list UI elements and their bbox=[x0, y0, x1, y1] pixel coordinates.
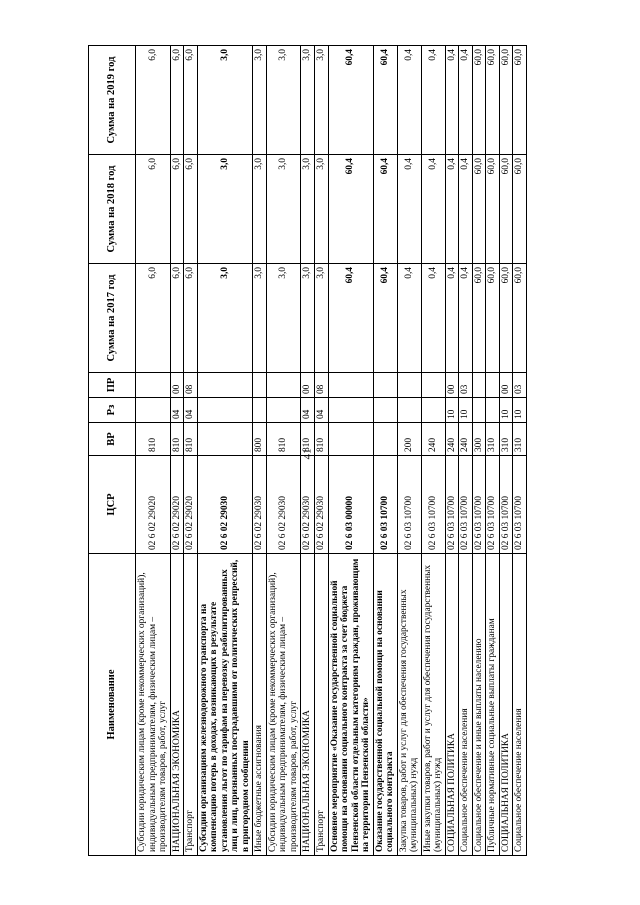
cell-sum-2017: 6,0 bbox=[170, 264, 184, 373]
cell-csr: 02 6 03 10700 bbox=[421, 456, 445, 554]
cell-pr bbox=[397, 373, 421, 398]
cell-sum-2018: 60,0 bbox=[513, 155, 527, 264]
cell-pr bbox=[266, 373, 301, 398]
cell-vr: 200 bbox=[397, 423, 421, 456]
cell-rz bbox=[266, 398, 301, 423]
cell-vr: 310 bbox=[486, 423, 500, 456]
cell-rz bbox=[328, 398, 373, 423]
cell-pr: 00 bbox=[499, 373, 513, 398]
cell-name: Социальное обеспечение населения bbox=[513, 554, 527, 856]
cell-rz: 04 bbox=[314, 398, 328, 423]
cell-vr bbox=[328, 423, 373, 456]
table-row bbox=[197, 46, 253, 856]
cell-csr: 02 6 03 10700 bbox=[445, 456, 459, 554]
cell-sum-2017: 60,4 bbox=[328, 264, 373, 373]
cell-csr: 02 6 02 29030 bbox=[197, 456, 253, 554]
cell-sum-2018: 0,4 bbox=[421, 155, 445, 264]
cell-vr bbox=[197, 423, 253, 456]
cell-csr: 02 6 02 29020 bbox=[184, 456, 198, 554]
table-body bbox=[136, 46, 527, 856]
cell-sum-2019: 0,4 bbox=[421, 46, 445, 155]
cell-rz: 10 bbox=[459, 398, 473, 423]
cell-csr: 02 6 03 10700 bbox=[459, 456, 473, 554]
header-sum-2017: Сумма на 2017 год bbox=[89, 264, 136, 373]
cell-vr: 310 bbox=[513, 423, 527, 456]
cell-csr: 02 6 03 00000 bbox=[328, 456, 373, 554]
table-row bbox=[266, 46, 301, 856]
cell-sum-2019: 3,0 bbox=[253, 46, 267, 155]
cell-name: Транспорт bbox=[314, 554, 328, 856]
cell-sum-2018: 3,0 bbox=[266, 155, 301, 264]
cell-csr: 02 6 02 29030 bbox=[314, 456, 328, 554]
cell-vr: 240 bbox=[445, 423, 459, 456]
page-number: 41 bbox=[301, 448, 314, 460]
cell-sum-2018: 3,0 bbox=[197, 155, 253, 264]
cell-name: Субсидии юридическим лицам (кроме некоммерческих организаций), индивидуальным предпринимателям, физическим лицам – производителям товаров, работ, услуг bbox=[136, 554, 171, 856]
table-row bbox=[136, 46, 171, 856]
cell-sum-2017: 60,0 bbox=[513, 264, 527, 373]
table-row bbox=[459, 46, 473, 856]
cell-sum-2018: 60,0 bbox=[486, 155, 500, 264]
cell-name: Социальное обеспечение и иные выплаты населению bbox=[472, 554, 486, 856]
cell-sum-2019: 3,0 bbox=[301, 46, 315, 155]
header-name: Наименование bbox=[89, 554, 136, 856]
table-row bbox=[445, 46, 459, 856]
cell-sum-2019: 6,0 bbox=[136, 46, 171, 155]
cell-sum-2019: 3,0 bbox=[314, 46, 328, 155]
cell-pr: 00 bbox=[301, 373, 315, 398]
cell-csr: 02 6 03 10700 bbox=[486, 456, 500, 554]
cell-pr: 08 bbox=[314, 373, 328, 398]
cell-sum-2019: 60,0 bbox=[472, 46, 486, 155]
cell-name: Иные закупки товаров, работ и услуг для обеспечения государственных (муниципальных) нужд bbox=[421, 554, 445, 856]
cell-name: Субсидии юридическим лицам (кроме некоммерческих организаций), индивидуальным предпринимателям, физическим лицам – производителям товаров, работ, услуг bbox=[266, 554, 301, 856]
cell-sum-2018: 6,0 bbox=[136, 155, 171, 264]
cell-sum-2017: 3,0 bbox=[266, 264, 301, 373]
cell-vr: 810 bbox=[266, 423, 301, 456]
cell-vr: 810 bbox=[314, 423, 328, 456]
cell-sum-2019: 3,0 bbox=[197, 46, 253, 155]
cell-sum-2017: 60,0 bbox=[499, 264, 513, 373]
cell-sum-2017: 6,0 bbox=[184, 264, 198, 373]
cell-pr bbox=[472, 373, 486, 398]
cell-vr: 800 bbox=[253, 423, 267, 456]
cell-sum-2019: 60,0 bbox=[513, 46, 527, 155]
cell-sum-2019: 0,4 bbox=[397, 46, 421, 155]
cell-sum-2018: 6,0 bbox=[184, 155, 198, 264]
cell-vr: 810 bbox=[184, 423, 198, 456]
cell-pr bbox=[328, 373, 373, 398]
table-row bbox=[314, 46, 328, 856]
cell-sum-2018: 60,0 bbox=[472, 155, 486, 264]
cell-name: СОЦИАЛЬНАЯ ПОЛИТИКА bbox=[499, 554, 513, 856]
cell-pr bbox=[421, 373, 445, 398]
table-row bbox=[184, 46, 198, 856]
cell-rz: 10 bbox=[499, 398, 513, 423]
cell-pr: 03 bbox=[459, 373, 473, 398]
cell-sum-2017: 60,4 bbox=[373, 264, 397, 373]
cell-sum-2019: 0,4 bbox=[445, 46, 459, 155]
table-row bbox=[486, 46, 500, 856]
cell-name: Закупка товаров, работ и услуг для обеспечения государственных (муниципальных) нужд bbox=[397, 554, 421, 856]
cell-sum-2018: 60,0 bbox=[499, 155, 513, 264]
cell-csr: 02 6 02 29020 bbox=[136, 456, 171, 554]
cell-rz: 04 bbox=[184, 398, 198, 423]
cell-sum-2017: 0,4 bbox=[397, 264, 421, 373]
header-vr: ВР bbox=[89, 423, 136, 456]
cell-pr bbox=[373, 373, 397, 398]
cell-sum-2017: 6,0 bbox=[136, 264, 171, 373]
cell-name: СОЦИАЛЬНАЯ ПОЛИТИКА bbox=[445, 554, 459, 856]
cell-name: Транспорт bbox=[184, 554, 198, 856]
table-row bbox=[253, 46, 267, 856]
cell-rz bbox=[397, 398, 421, 423]
rotated-table-container bbox=[88, 46, 568, 856]
table-row bbox=[513, 46, 527, 856]
budget-table bbox=[88, 45, 527, 856]
header-csr: ЦСР bbox=[89, 456, 136, 554]
cell-rz: 10 bbox=[445, 398, 459, 423]
cell-rz bbox=[373, 398, 397, 423]
table-row bbox=[472, 46, 486, 856]
cell-vr: 300 bbox=[472, 423, 486, 456]
cell-pr: 08 bbox=[184, 373, 198, 398]
table-row bbox=[170, 46, 184, 856]
cell-name: НАЦИОНАЛЬНАЯ ЭКОНОМИКА bbox=[301, 554, 315, 856]
cell-sum-2017: 0,4 bbox=[421, 264, 445, 373]
cell-name: Оказание государственной социальной помощи на основании социального контракта bbox=[373, 554, 397, 856]
cell-sum-2017: 3,0 bbox=[197, 264, 253, 373]
cell-pr: 00 bbox=[170, 373, 184, 398]
cell-sum-2019: 6,0 bbox=[170, 46, 184, 155]
cell-sum-2018: 6,0 bbox=[170, 155, 184, 264]
cell-sum-2017: 3,0 bbox=[314, 264, 328, 373]
cell-vr: 810 bbox=[136, 423, 171, 456]
header-rz: Рз bbox=[89, 398, 136, 423]
cell-csr: 02 6 02 29030 bbox=[301, 456, 315, 554]
cell-sum-2019: 0,4 bbox=[459, 46, 473, 155]
table-row bbox=[301, 46, 315, 856]
cell-name: Основное мероприятие «Оказание государственной социальной помощи на основании социального контракта за счет бюджета Пензенской области отдельным категориям граждан, проживающим на территории Пензенской области» bbox=[328, 554, 373, 856]
cell-name: Иные бюджетные ассигнования bbox=[253, 554, 267, 856]
cell-sum-2018: 60,4 bbox=[373, 155, 397, 264]
table-row bbox=[421, 46, 445, 856]
cell-sum-2017: 0,4 bbox=[445, 264, 459, 373]
cell-sum-2017: 0,4 bbox=[459, 264, 473, 373]
cell-rz: 04 bbox=[301, 398, 315, 423]
cell-rz bbox=[136, 398, 171, 423]
cell-name: НАЦИОНАЛЬНАЯ ЭКОНОМИКА bbox=[170, 554, 184, 856]
cell-rz bbox=[472, 398, 486, 423]
cell-vr: 810 bbox=[170, 423, 184, 456]
cell-pr: 00 bbox=[445, 373, 459, 398]
table-row bbox=[373, 46, 397, 856]
cell-csr: 02 6 03 10700 bbox=[513, 456, 527, 554]
cell-sum-2019: 60,4 bbox=[328, 46, 373, 155]
cell-rz bbox=[486, 398, 500, 423]
cell-sum-2017: 3,0 bbox=[301, 264, 315, 373]
cell-csr: 02 6 03 10700 bbox=[499, 456, 513, 554]
cell-sum-2018: 0,4 bbox=[445, 155, 459, 264]
cell-csr: 02 6 03 10700 bbox=[397, 456, 421, 554]
cell-pr bbox=[136, 373, 171, 398]
cell-rz: 10 bbox=[513, 398, 527, 423]
cell-sum-2018: 60,4 bbox=[328, 155, 373, 264]
cell-rz bbox=[421, 398, 445, 423]
cell-sum-2018: 0,4 bbox=[459, 155, 473, 264]
cell-csr: 02 6 02 29030 bbox=[266, 456, 301, 554]
cell-pr bbox=[486, 373, 500, 398]
table-row bbox=[328, 46, 373, 856]
header-row bbox=[89, 46, 136, 856]
cell-sum-2019: 6,0 bbox=[184, 46, 198, 155]
cell-pr: 03 bbox=[513, 373, 527, 398]
cell-sum-2019: 60,0 bbox=[486, 46, 500, 155]
cell-rz bbox=[253, 398, 267, 423]
cell-rz: 04 bbox=[170, 398, 184, 423]
cell-sum-2017: 60,0 bbox=[486, 264, 500, 373]
cell-name: Публичные нормативные социальные выплаты гражданам bbox=[486, 554, 500, 856]
cell-vr: 310 bbox=[499, 423, 513, 456]
header-sum-2019: Сумма на 2019 год bbox=[89, 46, 136, 155]
cell-sum-2018: 3,0 bbox=[301, 155, 315, 264]
cell-vr: 240 bbox=[459, 423, 473, 456]
cell-sum-2019: 60,0 bbox=[499, 46, 513, 155]
cell-sum-2017: 3,0 bbox=[253, 264, 267, 373]
cell-sum-2018: 3,0 bbox=[314, 155, 328, 264]
cell-sum-2019: 3,0 bbox=[266, 46, 301, 155]
header-sum-2018: Сумма на 2018 год bbox=[89, 155, 136, 264]
cell-pr bbox=[253, 373, 267, 398]
table-row bbox=[499, 46, 513, 856]
cell-vr: 240 bbox=[421, 423, 445, 456]
cell-sum-2018: 0,4 bbox=[397, 155, 421, 264]
cell-sum-2019: 60,4 bbox=[373, 46, 397, 155]
cell-csr: 02 6 02 29020 bbox=[170, 456, 184, 554]
header-pr: ПР bbox=[89, 373, 136, 398]
cell-pr bbox=[197, 373, 253, 398]
cell-vr bbox=[373, 423, 397, 456]
table-row bbox=[397, 46, 421, 856]
cell-name: Социальное обеспечение населения bbox=[459, 554, 473, 856]
cell-sum-2018: 3,0 bbox=[253, 155, 267, 264]
cell-csr: 02 6 03 10700 bbox=[373, 456, 397, 554]
cell-name: Субсидии организациям железнодорожного транспорта на компенсацию потерь в доходах, возникающих в результате установления льгот по тарифам на перевозку реабилитированных лиц и лиц, признанных пострадавшими от политических репрессий, в пригородном сообщении bbox=[197, 554, 253, 856]
cell-csr: 02 6 03 10700 bbox=[472, 456, 486, 554]
cell-csr: 02 6 02 29030 bbox=[253, 456, 267, 554]
cell-rz bbox=[197, 398, 253, 423]
cell-sum-2017: 60,0 bbox=[472, 264, 486, 373]
cell-vr: 810 bbox=[301, 423, 315, 456]
